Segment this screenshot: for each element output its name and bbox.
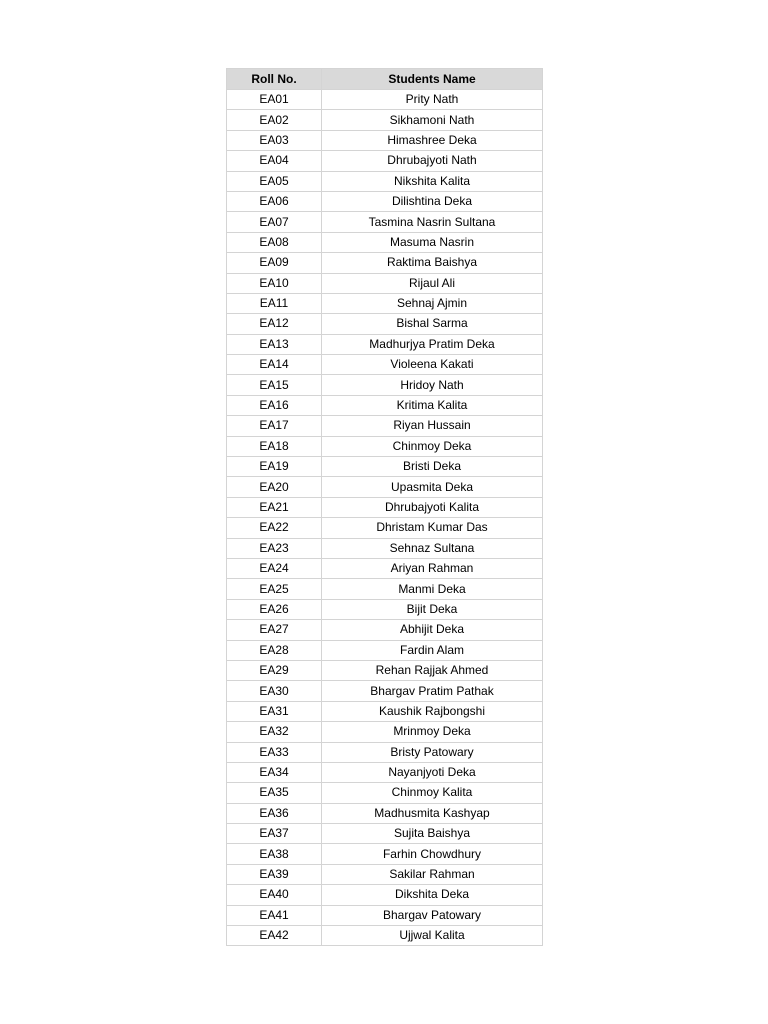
- cell-student-name: Prity Nath: [322, 90, 543, 110]
- table-row: [227, 355, 543, 375]
- cell-student-name: Bishal Sarma: [322, 314, 543, 334]
- table-row: [227, 722, 543, 742]
- table-row: [227, 660, 543, 680]
- cell-roll-no: EA40: [227, 885, 322, 905]
- table-row: [227, 803, 543, 823]
- header-students-name: Students Name: [322, 69, 543, 90]
- cell-student-name: Bristy Patowary: [322, 742, 543, 762]
- table-row: [227, 130, 543, 150]
- cell-roll-no: EA30: [227, 681, 322, 701]
- cell-student-name: Dhrubajyoti Nath: [322, 151, 543, 171]
- cell-student-name: Rijaul Ali: [322, 273, 543, 293]
- cell-student-name: Bhargav Patowary: [322, 905, 543, 925]
- cell-student-name: Dhristam Kumar Das: [322, 518, 543, 538]
- cell-student-name: Dhrubajyoti Kalita: [322, 497, 543, 517]
- cell-student-name: Kaushik Rajbongshi: [322, 701, 543, 721]
- cell-student-name: Dikshita Deka: [322, 885, 543, 905]
- cell-roll-no: EA03: [227, 130, 322, 150]
- cell-student-name: Bhargav Pratim Pathak: [322, 681, 543, 701]
- table-row: [227, 477, 543, 497]
- table-row: [227, 253, 543, 273]
- cell-student-name: Abhijit Deka: [322, 620, 543, 640]
- cell-student-name: Sikhamoni Nath: [322, 110, 543, 130]
- table-row: [227, 905, 543, 925]
- cell-roll-no: EA17: [227, 416, 322, 436]
- table-row: [227, 844, 543, 864]
- table-row: [227, 212, 543, 232]
- cell-roll-no: EA01: [227, 90, 322, 110]
- cell-roll-no: EA15: [227, 375, 322, 395]
- cell-student-name: Riyan Hussain: [322, 416, 543, 436]
- cell-roll-no: EA21: [227, 497, 322, 517]
- cell-roll-no: EA25: [227, 579, 322, 599]
- cell-student-name: Kritima Kalita: [322, 395, 543, 415]
- cell-student-name: Madhusmita Kashyap: [322, 803, 543, 823]
- header-row: [227, 69, 543, 90]
- cell-student-name: Tasmina Nasrin Sultana: [322, 212, 543, 232]
- cell-student-name: Chinmoy Deka: [322, 436, 543, 456]
- cell-student-name: Bijit Deka: [322, 599, 543, 619]
- table-row: [227, 701, 543, 721]
- table-row: [227, 783, 543, 803]
- table-row: [227, 375, 543, 395]
- cell-roll-no: EA37: [227, 824, 322, 844]
- cell-student-name: Bristi Deka: [322, 457, 543, 477]
- cell-roll-no: EA18: [227, 436, 322, 456]
- table-row: [227, 416, 543, 436]
- cell-roll-no: EA23: [227, 538, 322, 558]
- table-row: [227, 395, 543, 415]
- cell-student-name: Himashree Deka: [322, 130, 543, 150]
- cell-student-name: Chinmoy Kalita: [322, 783, 543, 803]
- cell-roll-no: EA05: [227, 171, 322, 191]
- cell-student-name: Manmi Deka: [322, 579, 543, 599]
- student-roster-table: [226, 68, 543, 946]
- cell-roll-no: EA27: [227, 620, 322, 640]
- table-row: [227, 558, 543, 578]
- table-row: [227, 864, 543, 884]
- table-row: [227, 436, 543, 456]
- cell-roll-no: EA32: [227, 722, 322, 742]
- cell-roll-no: EA16: [227, 395, 322, 415]
- table-row: [227, 293, 543, 313]
- cell-roll-no: EA06: [227, 191, 322, 211]
- table-row: [227, 457, 543, 477]
- cell-roll-no: EA07: [227, 212, 322, 232]
- table-row: [227, 926, 543, 946]
- cell-student-name: Fardin Alam: [322, 640, 543, 660]
- cell-student-name: Dilishtina Deka: [322, 191, 543, 211]
- cell-roll-no: EA34: [227, 762, 322, 782]
- cell-roll-no: EA41: [227, 905, 322, 925]
- cell-student-name: Nayanjyoti Deka: [322, 762, 543, 782]
- cell-student-name: Madhurjya Pratim Deka: [322, 334, 543, 354]
- cell-student-name: Sakilar Rahman: [322, 864, 543, 884]
- cell-roll-no: EA22: [227, 518, 322, 538]
- table-header: [227, 69, 543, 90]
- table-row: [227, 538, 543, 558]
- cell-roll-no: EA20: [227, 477, 322, 497]
- cell-roll-no: EA29: [227, 660, 322, 680]
- cell-roll-no: EA13: [227, 334, 322, 354]
- table-row: [227, 681, 543, 701]
- table-row: [227, 599, 543, 619]
- cell-student-name: Farhin Chowdhury: [322, 844, 543, 864]
- cell-student-name: Violeena Kakati: [322, 355, 543, 375]
- cell-roll-no: EA19: [227, 457, 322, 477]
- cell-student-name: Ariyan Rahman: [322, 558, 543, 578]
- table-row: [227, 151, 543, 171]
- cell-roll-no: EA36: [227, 803, 322, 823]
- cell-roll-no: EA35: [227, 783, 322, 803]
- cell-roll-no: EA09: [227, 253, 322, 273]
- table-row: [227, 620, 543, 640]
- table-row: [227, 273, 543, 293]
- cell-roll-no: EA12: [227, 314, 322, 334]
- cell-roll-no: EA42: [227, 926, 322, 946]
- table-row: [227, 171, 543, 191]
- cell-student-name: Rehan Rajjak Ahmed: [322, 660, 543, 680]
- table-row: [227, 110, 543, 130]
- cell-roll-no: EA38: [227, 844, 322, 864]
- cell-student-name: Sehnaz Sultana: [322, 538, 543, 558]
- cell-student-name: Nikshita Kalita: [322, 171, 543, 191]
- cell-student-name: Ujjwal Kalita: [322, 926, 543, 946]
- cell-roll-no: EA24: [227, 558, 322, 578]
- table-body: [227, 90, 543, 946]
- cell-roll-no: EA31: [227, 701, 322, 721]
- table-row: [227, 885, 543, 905]
- cell-roll-no: EA26: [227, 599, 322, 619]
- table-row: [227, 90, 543, 110]
- table-row: [227, 334, 543, 354]
- cell-student-name: Sujita Baishya: [322, 824, 543, 844]
- table-row: [227, 742, 543, 762]
- cell-student-name: Sehnaj Ajmin: [322, 293, 543, 313]
- table-row: [227, 497, 543, 517]
- cell-roll-no: EA10: [227, 273, 322, 293]
- table-row: [227, 191, 543, 211]
- cell-roll-no: EA11: [227, 293, 322, 313]
- cell-roll-no: EA28: [227, 640, 322, 660]
- cell-roll-no: EA14: [227, 355, 322, 375]
- cell-roll-no: EA02: [227, 110, 322, 130]
- cell-student-name: Upasmita Deka: [322, 477, 543, 497]
- table-row: [227, 579, 543, 599]
- cell-roll-no: EA39: [227, 864, 322, 884]
- cell-roll-no: EA04: [227, 151, 322, 171]
- table-row: [227, 762, 543, 782]
- header-roll-no: Roll No.: [227, 69, 322, 90]
- table-row: [227, 640, 543, 660]
- cell-student-name: Hridoy Nath: [322, 375, 543, 395]
- table-row: [227, 824, 543, 844]
- cell-student-name: Mrinmoy Deka: [322, 722, 543, 742]
- cell-student-name: Raktima Baishya: [322, 253, 543, 273]
- cell-roll-no: EA33: [227, 742, 322, 762]
- table-row: [227, 314, 543, 334]
- table-row: [227, 232, 543, 252]
- table-row: [227, 518, 543, 538]
- cell-roll-no: EA08: [227, 232, 322, 252]
- cell-student-name: Masuma Nasrin: [322, 232, 543, 252]
